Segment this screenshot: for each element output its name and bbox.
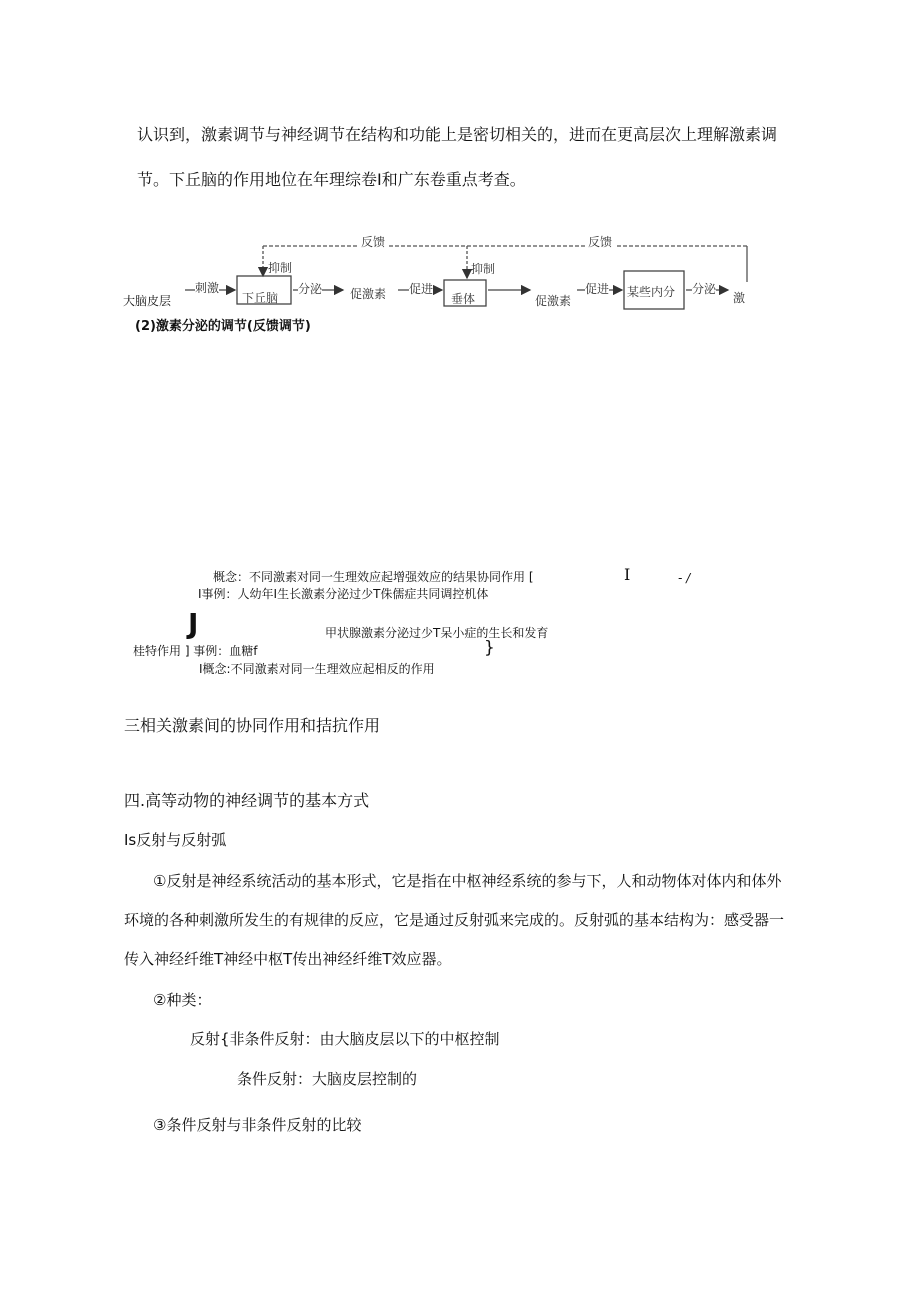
hormone-label: 激 <box>733 291 746 305</box>
types-unconditioned: 反射{非条件反射：由大脑皮层以下的中枢控制 <box>190 1030 500 1048</box>
feedback-label-left: 反馈 <box>358 236 388 248</box>
section-4-heading: 四.高等动物的神经调节的基本方式 <box>124 791 370 810</box>
right-brace: } <box>484 638 495 658</box>
para-1-line-1: ①反射是神经系统活动的基本形式，它是指在中枢神经系统的参与下，人和动物体对体内和体外 <box>153 872 782 890</box>
section-3-heading: 三相关激素间的协同作用和拮抗作用 <box>124 716 381 735</box>
feedback-label-right: 反馈 <box>585 236 615 248</box>
concept-synergy: 概念：不同激素对同一生理效应起增强效应的结果协同作用 [ <box>213 570 534 584</box>
promote-label-1: 促进 <box>409 282 434 296</box>
intro-line-1: 认识到，激素调节与神经调节在结构和功能上是密切相关的，进而在更高层次上理解激素调 <box>137 125 778 144</box>
pituitary-label: 垂体 <box>451 292 476 306</box>
compare-heading: ③条件反射与非条件反射的比较 <box>153 1116 362 1134</box>
types-conditioned: 条件反射：大脑皮层控制的 <box>237 1070 418 1088</box>
hypothalamus-label: 下丘脑 <box>242 291 279 305</box>
secrete-label-2: 分泌 <box>692 282 717 296</box>
inhibit-label-2: 抑制 <box>471 262 496 276</box>
endocrine-gland-label: 某些内分 <box>627 285 676 299</box>
intro-line-2: 节。下丘脑的作用地位在年理综卷I和广东卷重点考查。 <box>137 170 526 189</box>
cortex-label: 大脑皮层 <box>123 294 172 308</box>
section-2-title: (2)激素分泌的调节(反馈调节) <box>135 319 311 334</box>
concept-antagonism: I概念:不同激素对同一生理效应起相反的作用 <box>199 662 435 676</box>
brace-j: J <box>188 607 199 640</box>
example-1: I事例：人幼年I生长激素分泌过少T侏儒症共同调控机体 <box>198 587 489 601</box>
mark-i: I <box>624 565 631 584</box>
para-1-line-2: 环境的各种刺激所发生的有规律的反应，它是通过反射弧来完成的。反射弧的基本结构为：感受器一 <box>124 911 785 929</box>
releasing-hormone-label: 促激素 <box>350 287 387 301</box>
stimulus-label: 刺激 <box>195 281 220 295</box>
subheading-reflex: Is反射与反射弧 <box>124 831 227 849</box>
mark-dash: - / <box>678 571 691 585</box>
tropic-hormone-label: 促激素 <box>535 294 572 308</box>
antagonism-example: 桂特作用 ] 事例：血糖f <box>133 644 258 658</box>
feedback-diagram <box>0 0 920 330</box>
types-label: ②种类： <box>153 991 212 1009</box>
thyroid-example: 甲状腺激素分泌过少T呆小症的生长和发育 <box>325 626 549 640</box>
para-1-line-3: 传入神经纤维T神经中枢T传出神经纤维T效应器。 <box>124 950 452 968</box>
secrete-label-1: 分泌 <box>298 282 323 296</box>
inhibit-label-1: 抑制 <box>268 261 293 275</box>
promote-label-2: 促进 <box>585 282 610 296</box>
